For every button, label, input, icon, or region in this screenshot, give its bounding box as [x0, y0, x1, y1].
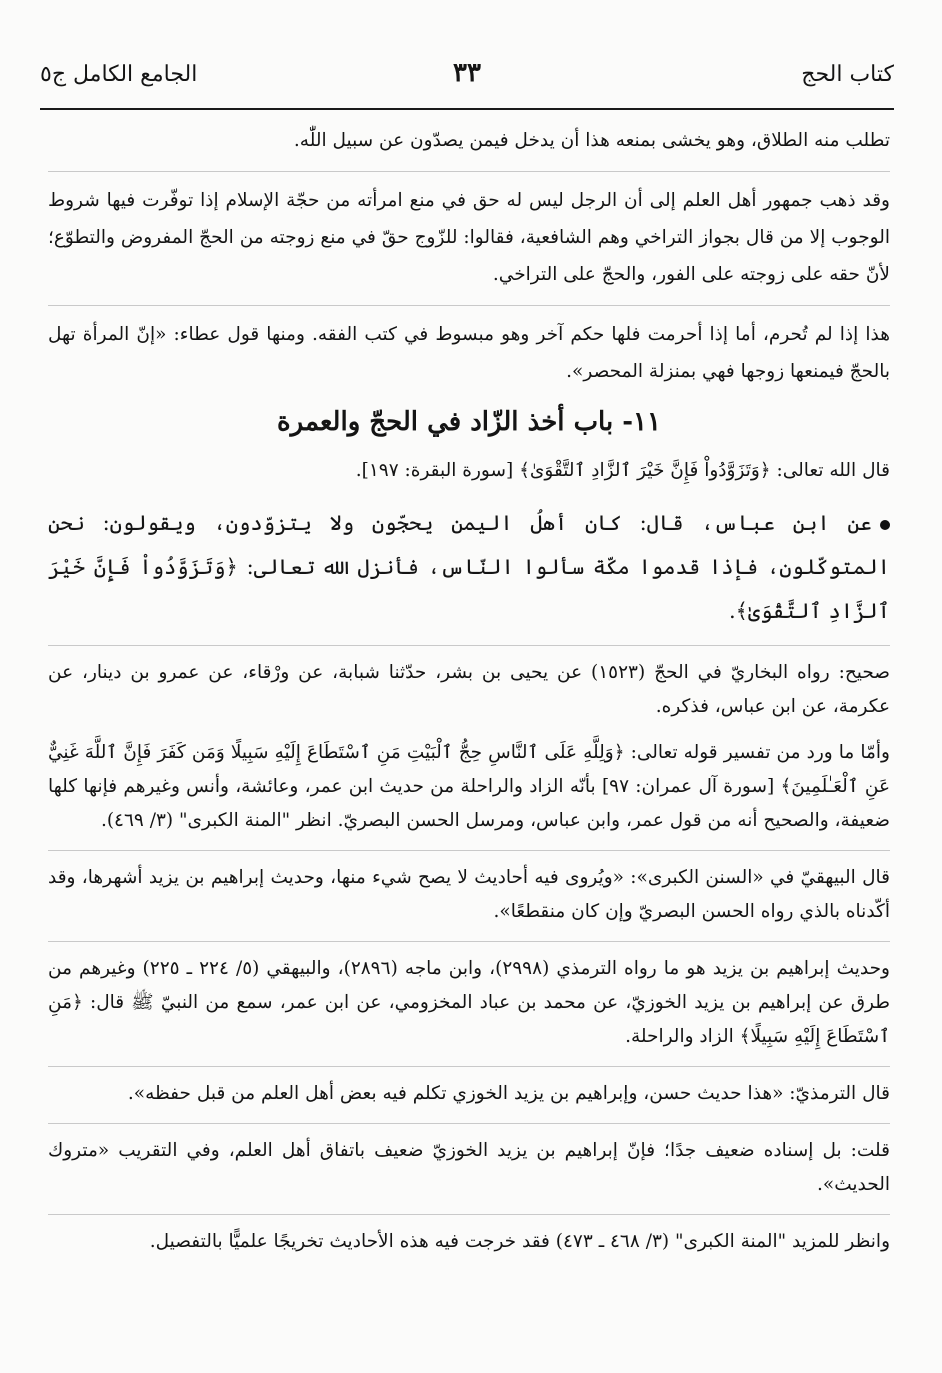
paragraph-6: وحديث إبراهيم بن يزيد هو ما رواه الترمذي (٢٩٩٨)، وابن ماجه (٢٨٩٦)، والبيهقي (٥/ ٢٢٤ ـ ٢٢٥) وغيرهم من طرق عن إبراهيم بن يزيد الخوزيّ، عن محمد بن عباد المخزومي، عن ابن عمر، سمع من النبيّ ﷺ قال: ﴿مَنِ ٱسْتَطَاعَ إِلَيْهِ سَبِيلًا﴾ الزاد والراحلة. [48, 958, 890, 1047]
header-rule [40, 108, 894, 110]
separator [48, 305, 890, 306]
separator [48, 941, 890, 942]
page-number: ٣٣ [453, 58, 481, 88]
separator [48, 850, 890, 851]
takhrij-paragraph: صحيح: رواه البخاريّ في الحجّ (١٥٢٣) عن يحيى بن بشر، حدّثنا شبابة، عن ورْقاء، عن عمرو بن دينار، عن عكرمة، عن ابن عباس، فذكره. [48, 662, 890, 717]
paragraph-3: هذا إذا لم تُحرم، أما إذا أحرمت فلها حكم آخر وهو مبسوط في كتب الفقه. ومنها قول عطاء: «إنّ المرأة تهل بالحجّ فيمنعها زوجها فهي بمنزلة المحصر». [48, 324, 890, 382]
separator [48, 645, 890, 646]
separator [48, 1066, 890, 1067]
separator [48, 1214, 890, 1215]
paragraph-5: قال البيهقيّ في «السنن الكبرى»: «ويُروى فيه أحاديث لا يصح شيء منها، وحديث إبراهيم بن يزيد أشهرها، وقد أكّدناه بالذي رواه الحسن البصريّ وإن كان منقطعًا». [48, 867, 890, 922]
hadith-body: عن ابن عباس، قال: كان أهلُ اليمن يحجّون ولا يتزوّدون، ويقولون: نحن المتوكّلون، فإذا قدموا مكّة سألوا النّاس، فأنزل الله تعالى: ﴿وَتَزَوَّدُواْ فَإِنَّ خَيْرَ ٱلزَّادِ ٱلتَّقْوَىٰ﴾. [48, 511, 890, 623]
series-title: الجامع الكامل ج٥ [40, 62, 198, 87]
paragraph-4: وأمّا ما ورد من تفسير قوله تعالى: ﴿وَلِلَّهِ عَلَى ٱلنَّاسِ حِجُّ ٱلْبَيْتِ مَنِ ٱسْتَطَاعَ إِلَيْهِ سَبِيلًا وَمَن كَفَرَ فَإِنَّ ٱللَّهَ غَنِيٌّ عَنِ ٱلْعَـٰلَمِينَ﴾ [سورة آل عمران: ٩٧] بأنّه الزاد والراحلة من حديث ابن عمر، وعائشة، وأنس وغيرهم فإنها كلها ضعيفة، والصحيح أنه من قول عمر، وابن عباس، ومرسل الحسن البصريّ. انظر "المنة الكبرى" (٣/ ٤٦٩). [48, 742, 890, 831]
hadith-text [48, 501, 890, 633]
verse-intro: قال الله تعالى: ﴿وَتَزَوَّدُواْ فَإِنَّ خَيْرَ ٱلزَّادِ ٱلتَّقْوَىٰ﴾ [سورة البقرة: ١٩٧]. [355, 460, 890, 481]
paragraph-1: تطلب منه الطلاق، وهو يخشى بمنعه هذا أن يدخل فيمن يصدّون عن سبيل اللّٰه. [293, 130, 890, 151]
book-title: كتاب الحج [801, 62, 894, 87]
paragraph-9: وانظر للمزيد "المنة الكبرى" (٣/ ٤٦٨ ـ ٤٧٣) فقد خرجت فيه هذه الأحاديث تخريجًا علميًّا بالتفصيل. [149, 1231, 890, 1252]
chapter-heading: ١١- باب أخذ الزّاد في الحجّ والعمرة [277, 407, 661, 437]
paragraph-2: وقد ذهب جمهور أهل العلم إلى أن الرجل ليس له حق في منع امرأته من حجّة الإسلام إذا توفّرت فيها شروط الوجوب إلا من قال بجواز التراخي وهم الشافعية، فقالوا: للزّوج حقّ في منع زوجته من الحجّ المفروض والتطوّع؛ لأنّ حقه على زوجته على الفور، والحجّ على التراخي. [48, 190, 890, 285]
paragraph-7: قال الترمذيّ: «هذا حديث حسن، وإبراهيم بن يزيد الخوزي تكلم فيه بعض أهل العلم من قبل حفظه». [127, 1083, 890, 1104]
separator [48, 1123, 890, 1124]
bullet-icon [880, 520, 890, 530]
paragraph-8: قلت: بل إسناده ضعيف جدًا؛ فإنّ إبراهيم بن يزيد الخوزيّ ضعيف باتفاق أهل العلم، وفي التقريب «متروك الحديث». [48, 1140, 890, 1195]
page-body [48, 122, 890, 1271]
page-header [40, 58, 894, 98]
separator [48, 171, 890, 172]
